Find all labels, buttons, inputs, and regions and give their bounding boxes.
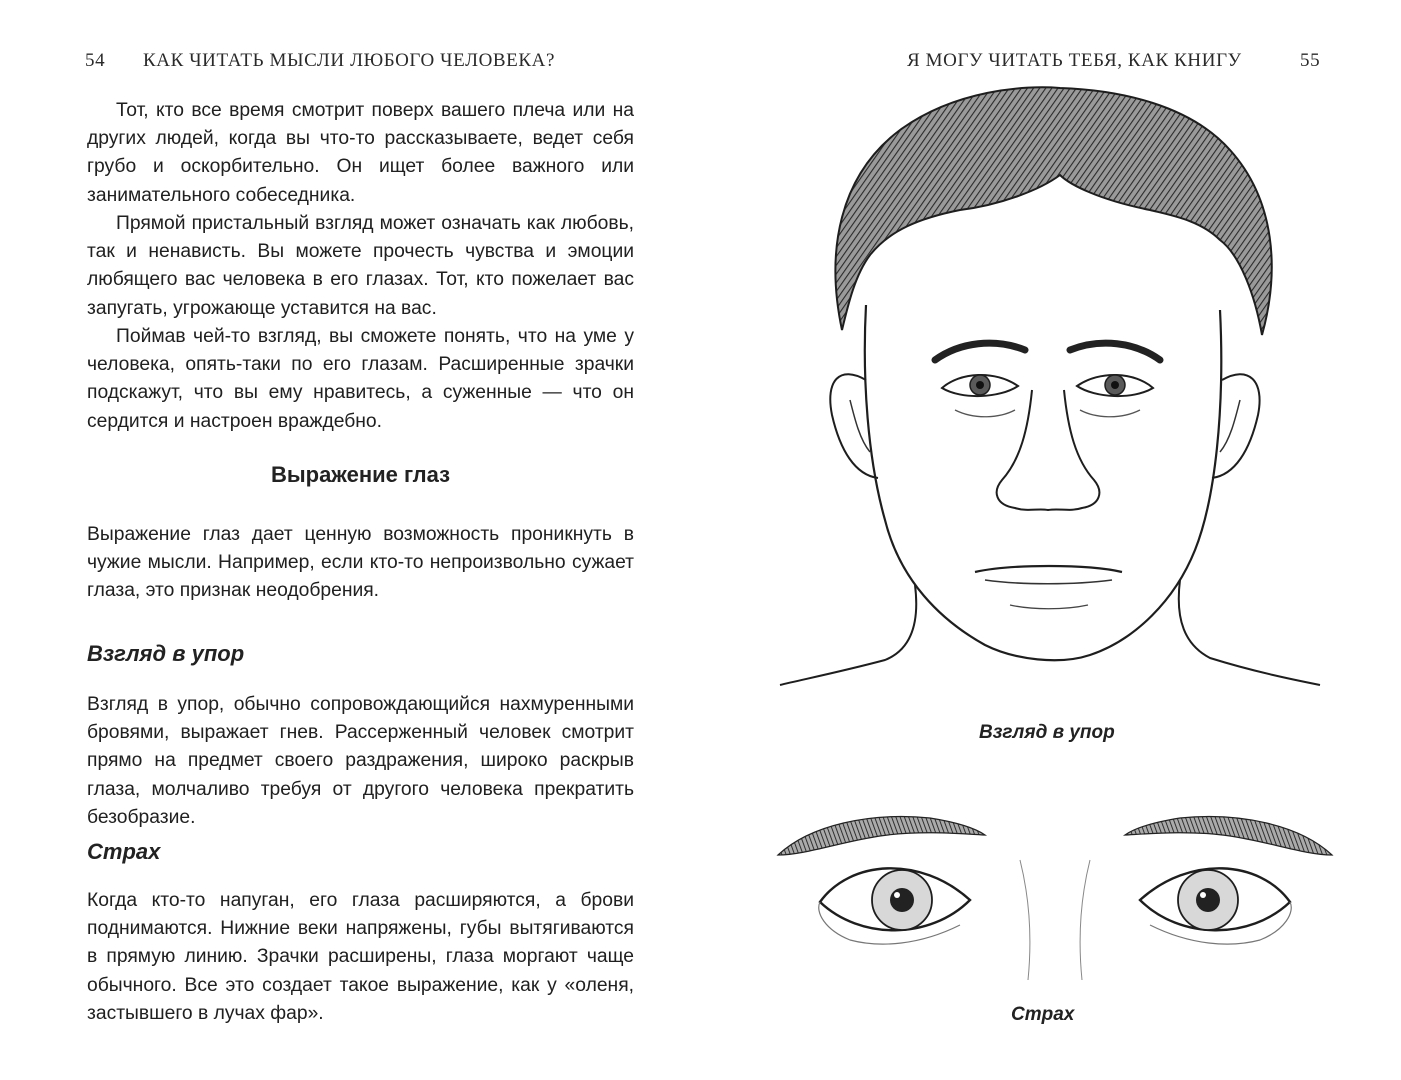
paragraph-2: Прямой пристальный взгляд может означать как любовь, так и ненависть. Вы можете прочесть чувства и эмоции любящего вас человека в его глазах. Тот, кто пожелает вас запугать, угрожающе уставится на вас. [87,213,634,319]
subsection-heading-fear: Страх [87,839,161,864]
right-page [700,0,1401,1080]
caption-fear: Страх [1011,1004,1075,1025]
page-number-right: 55 [1300,50,1321,71]
subsection-text-fear: Когда кто-то напуган, его глаза расширяются, а брови поднимаются. Нижние веки напряжены, губы вытягиваются в прямую линию. Зрачки расширены, глаза моргают чаще обычного. Все это создает такое выражение, как у «оленя, застывшего в лучах фар». [87,890,634,1024]
subsection-heading-stare: Взгляд в упор [87,641,245,666]
face-staring-illustration [770,80,1330,695]
section-intro: Выражение глаз дает ценную возможность проникнуть в чужие мысли. Например, если кто-то непроизвольно сужает глаза, это признак неодобрения. [87,524,634,602]
section-heading: Выражение глаз [270,462,451,487]
running-head-right: Я МОГУ ЧИТАТЬ ТЕБЯ, КАК КНИГУ [907,50,1242,71]
frightened-eyes-illustration [770,800,1340,990]
paragraph-1: Тот, кто все время смотрит поверх вашего плеча или на других людей, когда вы что-то рассказываете, ведет себя грубо и оскорбительно. Он ищет более важного или занимательного собеседника. [87,100,634,206]
page-number-left: 54 [85,50,106,71]
running-head-left: КАК ЧИТАТЬ МЫСЛИ ЛЮБОГО ЧЕЛОВЕКА? [143,50,555,71]
subsection-text-stare: Взгляд в упор, обычно сопровождающийся нахмуренными бровями, выражает гнев. Рассерженный человек смотрит прямо на предмет своего раздражения, широко раскрыв глаза, молчаливо требуя от другого человека прекратить безобразие. [87,694,634,828]
left-page [0,0,700,1080]
paragraph-3: Поймав чей-то взгляд, вы сможете понять, что на уме у человека, опять-таки по его глазам. Расширенные зрачки подскажут, что вы ему нравитесь, а суженные — что он сердится и настроен враждебно. [87,326,634,432]
caption-stare: Взгляд в упор [979,722,1115,743]
